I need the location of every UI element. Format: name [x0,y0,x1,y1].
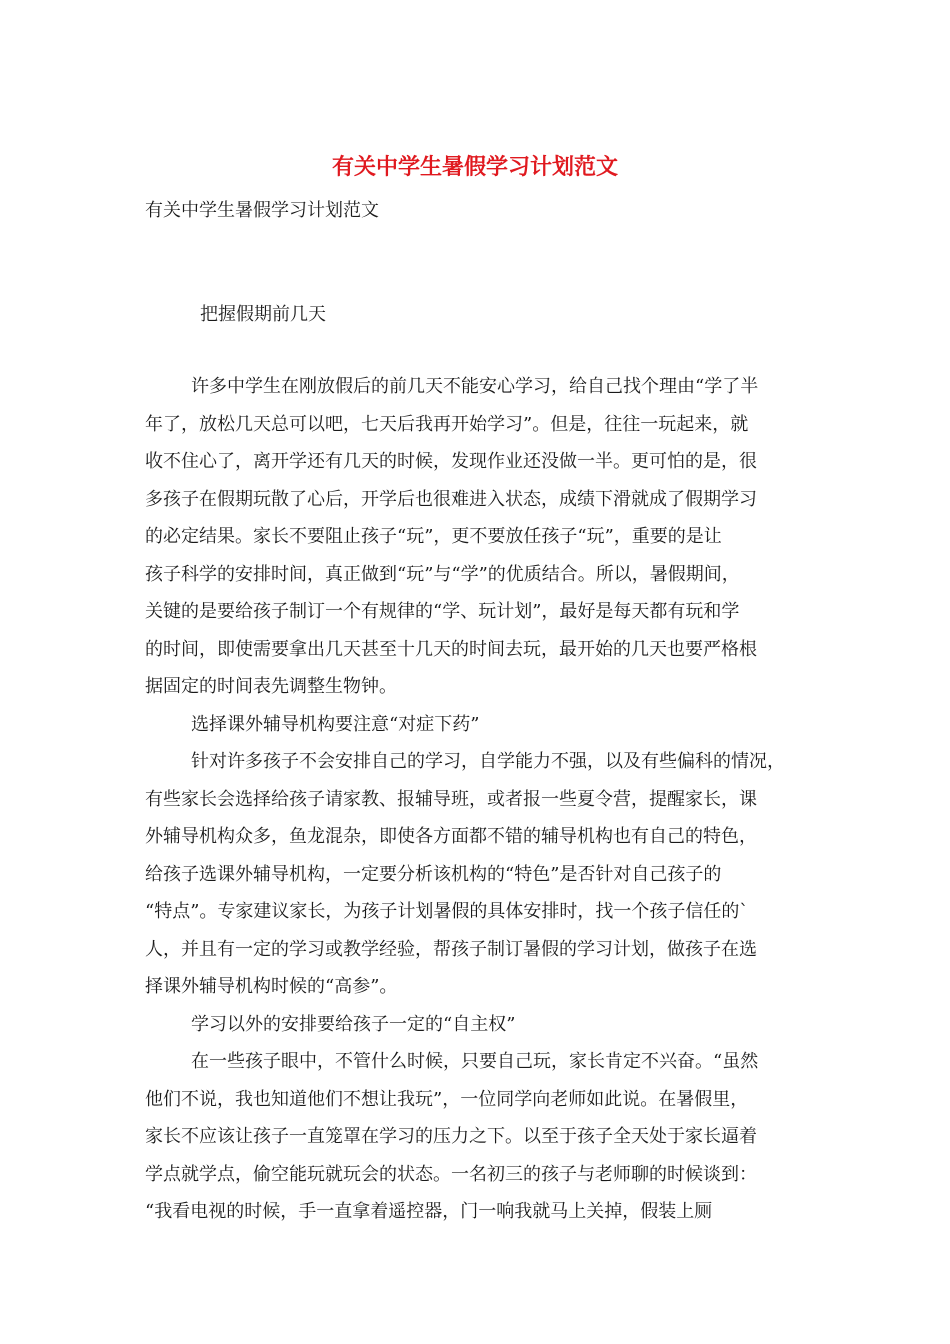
text-line: 学点就学点，偷空能玩就玩会的状态。一名初三的孩子与老师聊的时候谈到： [145,1163,757,1185]
text-line: 给孩子选课外辅导机构，一定要分析该机构的“特色”是否针对自己孩子的 [145,863,722,885]
text-line: 他们不说，我也知道他们不想让我玩”，一位同学向老师如此说。在暑假里， [145,1088,749,1110]
text-line: 关键的是要给孩子制订一个有规律的“学、玩计划”，最好是每天都有玩和学 [145,601,740,622]
text-line: 人，并且有一定的学习或教学经验，帮孩子制订暑假的学习计划，做孩子在选 [145,938,757,960]
text-line: “特点”。专家建议家长，为孩子计划暑假的具体安排时，找一个孩子信任的` [145,901,749,922]
text-line: 家长不应该让孩子一直笼罩在学习的压力之下。以至于孩子全天处于家长逼着 [145,1126,757,1147]
text-line: 多孩子在假期玩散了心后，开学后也很难进入状态，成绩下滑就成了假期学习 [145,488,757,510]
text-line: 在一些孩子眼中，不管什么时候，只要自己玩，家长肯定不兴奋。“虽然 [191,1051,759,1072]
text-line: 据固定的时间表先调整生物钟。 [145,676,397,697]
text-line: 选择课外辅导机构要注意“对症下药” [191,713,480,735]
document-subtitle: 有关中学生暑假学习计划范文 [145,200,379,221]
text-line: 孩子科学的安排时间，真正做到“玩”与“学”的优质结合。所以，暑假期间， [145,563,740,585]
text-line: 学习以外的安排要给孩子一定的“自主权” [191,1013,516,1035]
body-text [145,368,805,1231]
section-heading: 把握假期前几天 [200,304,326,325]
text-line: 许多中学生在刚放假后的前几天不能安心学习，给自己找个理由“学了半 [191,376,759,397]
text-line: 择课外辅导机构时候的“高参”。 [145,976,398,997]
text-line: 有些家长会选择给孩子请家教、报辅导班，或者报一些夏令营，提醒家长，课 [145,788,757,810]
text-line: 年了，放松几天总可以吧，七天后我再开始学习”。但是，往往一玩起来，就 [145,413,749,435]
text-line: 的时间，即使需要拿出几天甚至十几天的时间去玩，最开始的几天也要严格根 [145,638,757,660]
document-title: 有关中学生暑假学习计划范文 [331,154,618,180]
text-line: 针对许多孩子不会安排自己的学习，自学能力不强，以及有些偏科的情况， [191,751,785,772]
text-line: 外辅导机构众多，鱼龙混杂，即使各方面都不错的辅导机构也有自己的特色， [145,826,757,847]
text-line: 的必定结果。家长不要阻止孩子“玩”，更不要放任孩子“玩”，重要的是让 [145,526,722,547]
text-line: 收不住心了，离开学还有几天的时候，发现作业还没做一半。更可怕的是，很 [145,451,757,472]
text-line: “我看电视的时候，手一直拿着遥控器，门一响我就马上关掉，假装上厕 [145,1201,713,1222]
